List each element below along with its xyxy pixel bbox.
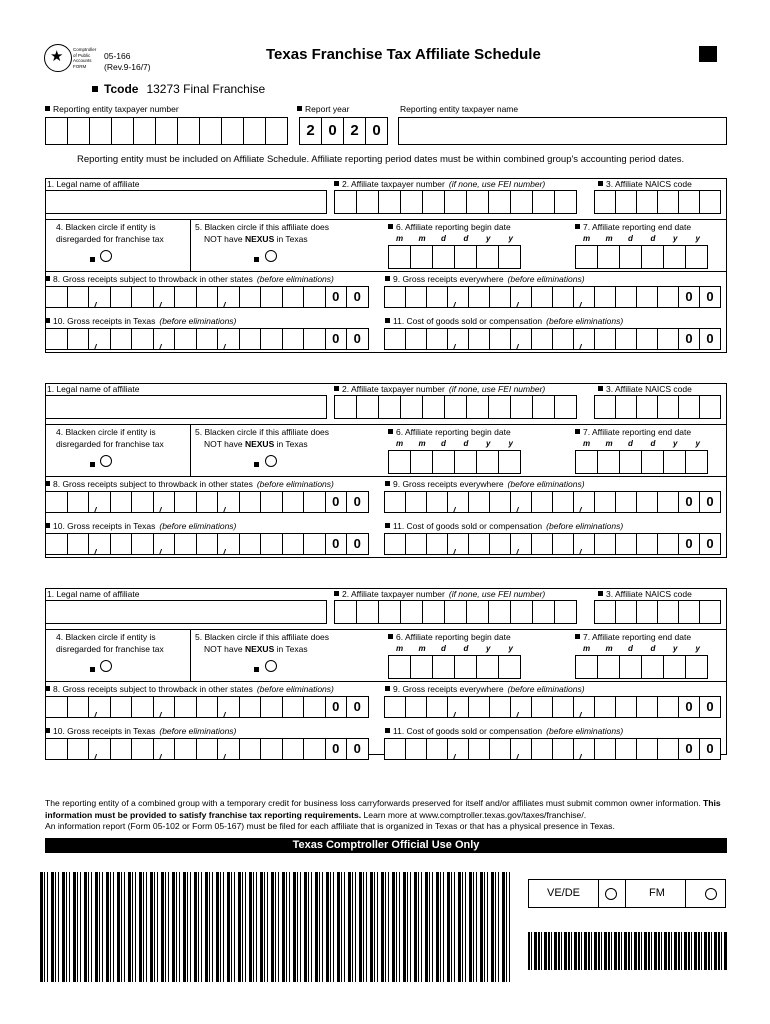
linear-barcode [528,932,728,970]
divider [45,681,727,682]
marker [90,257,95,262]
nexus-post: in Texas [274,644,308,654]
date-letter: m [583,234,591,243]
date-letter: d [441,439,446,448]
end-date-letters [583,644,718,653]
affiliate-taxpayer-number-field[interactable] [334,395,576,419]
throwback-label-text: 8. Gross receipts subject to throwback in other states [53,684,253,694]
everywhere-label [385,274,585,284]
date-letter: y [486,234,491,243]
zero-cents: 0 [699,533,721,555]
nexus-post: in Texas [274,234,308,244]
begin-date-letters [396,234,531,243]
throwback-label-note: (before eliminations) [256,274,334,284]
date-letter: m [396,439,404,448]
texas-receipts-label-text: 10. Gross receipts in Texas [53,316,156,326]
reporting-taxpayer-number-label: Reporting entity taxpayer number [45,104,179,114]
taxpayer-number-label [334,384,545,394]
zero-cents: 0 [325,286,348,308]
zero-cents: 0 [678,491,700,513]
nexus-circle[interactable] [265,250,277,262]
date-letter: d [628,234,633,243]
vede-label: VE/DE [547,887,581,899]
disregarded-label-2: disregarded for franchise tax [56,644,164,654]
begin-date-label [388,427,511,437]
fm-label: FM [649,887,665,899]
affiliate-taxpayer-number-field[interactable] [334,600,576,624]
date-letter: d [463,439,469,448]
date-letter: d [650,644,656,653]
tcode-row [92,82,265,96]
texas-receipts-field[interactable] [45,328,368,350]
nexus-label-2 [204,644,308,654]
cogs-field[interactable] [384,328,720,350]
form-title: Texas Franchise Tax Affiliate Schedule [266,46,541,63]
star-icon: ★ [50,48,64,65]
corner-marker [699,46,717,62]
footer-note-line3: An information report (Form 05-102 or Form 05-167) must be filed for each affiliate that is organized in Texas or that has a physical presence in Texas. [45,821,615,831]
begin-date-label-text: 6. Affiliate reporting begin date [396,632,511,642]
taxpayer-number-label-note: (if none, use FEI number) [448,179,546,189]
date-letter: d [628,439,633,448]
naics-label-text: 3. Affiliate NAICS code [606,179,692,189]
taxpayer-number-label-note: (if none, use FEI number) [448,589,546,599]
begin-date-field[interactable] [388,450,520,474]
naics-label [598,384,692,394]
divider [45,219,727,220]
year-digit: 2 [299,117,322,145]
form-number: 05-166 [104,51,131,61]
date-letter: y [673,439,678,448]
naics-label-text: 3. Affiliate NAICS code [606,589,692,599]
everywhere-label-text: 9. Gross receipts everywhere [393,274,504,284]
taxpayer-number-label [334,179,545,189]
disregarded-circle[interactable] [100,455,112,467]
taxpayer-number-label-text: 2. Affiliate taxpayer number [342,589,445,599]
zero-cents: 0 [325,738,348,760]
nexus-label-2 [204,439,308,449]
texas-receipts-label-text: 10. Gross receipts in Texas [53,726,156,736]
vede-fm-box [528,879,726,908]
zero-cents: 0 [678,738,700,760]
date-letter: m [605,439,613,448]
begin-date-label [388,222,511,232]
zero-cents: 0 [699,696,721,718]
cogs-label-note: (before eliminations) [546,521,624,531]
cogs-field[interactable] [384,738,720,760]
reporting-instruction: Reporting entity must be included on Affiliate Schedule. Affiliate reporting period dates must be within combined group's accounting period dates. [77,154,685,165]
reporting-taxpayer-number-field[interactable] [45,117,287,145]
end-date-label-text: 7. Affiliate reporting end date [583,222,692,232]
date-letter: d [441,234,446,243]
cogs-label [385,521,623,531]
nexus-bold: NEXUS [244,234,275,244]
everywhere-label [385,684,585,694]
taxpayer-number-label [334,589,545,599]
official-use-label: Texas Comptroller Official Use Only [292,839,480,851]
legal-name-label-text: 1. Legal name of affiliate [47,589,140,599]
legal-name-label-text: 1. Legal name of affiliate [47,384,140,394]
date-letter: m [396,234,404,243]
naics-code-field[interactable] [594,600,720,624]
throwback-label [45,274,334,284]
texas-receipts-label-note: (before eliminations) [159,521,237,531]
cogs-field[interactable] [384,533,720,555]
everywhere-label-note: (before eliminations) [507,274,585,284]
date-letter: y [695,439,700,448]
throwback-field[interactable] [45,491,368,513]
year-digit: 2 [343,117,366,145]
zero-cents: 0 [678,286,700,308]
date-letter: y [508,644,513,653]
nexus-bold: NEXUS [244,439,275,449]
texas-receipts-label [45,521,236,531]
end-date-label [575,632,691,642]
taxpayer-number-label-note: (if none, use FEI number) [448,384,546,394]
date-letter: m [418,644,426,653]
end-date-letters [583,439,718,448]
cogs-label-text: 11. Cost of goods sold or compensation [393,316,543,326]
throwback-label-text: 8. Gross receipts subject to throwback in other states [53,274,253,284]
disregarded-label-1: 4. Blacken circle if entity is [56,427,156,437]
comptroller-seal [44,44,72,72]
zero-cents: 0 [699,491,721,513]
footer-note-bold: This information must be provided to satisfy franchise tax reporting requirements. [45,798,721,820]
throwback-field[interactable] [45,696,368,718]
zero-cents: 0 [678,696,700,718]
throwback-label [45,479,334,489]
date-letter: d [628,644,633,653]
texas-receipts-field[interactable] [45,533,368,555]
legal-name-field[interactable] [45,395,327,419]
date-letter: d [650,234,656,243]
year-digit: 0 [321,117,344,145]
disregarded-label-2: disregarded for franchise tax [56,234,164,244]
zero-cents: 0 [325,491,348,513]
end-date-field[interactable] [575,245,707,269]
marker [90,462,95,467]
nexus-pre: NOT have [204,439,245,449]
texas-receipts-label-note: (before eliminations) [159,726,237,736]
zero-cents: 0 [346,533,369,555]
begin-date-letters [396,644,531,653]
nexus-label-2 [204,234,308,244]
date-letter: m [583,439,591,448]
form-revision: (Rev.9-16/7) [104,62,151,72]
date-letter: m [605,234,613,243]
zero-cents: 0 [699,286,721,308]
date-letter: y [486,644,491,653]
date-letter: y [695,234,700,243]
vede-circle[interactable] [605,888,617,900]
zero-cents: 0 [678,328,700,350]
date-letter: y [508,234,513,243]
tcode-label: Tcode [104,82,139,96]
cogs-label-text: 11. Cost of goods sold or compensation [393,726,543,736]
legal-name-label [47,589,139,599]
date-letter: d [463,234,469,243]
2d-barcode [40,872,510,982]
date-letter: y [486,439,491,448]
nexus-circle[interactable] [265,455,277,467]
date-letter: y [508,439,513,448]
nexus-post: in Texas [274,439,308,449]
zero-cents: 0 [325,328,348,350]
zero-cents: 0 [346,738,369,760]
divider [190,219,191,271]
affiliate-taxpayer-number-field[interactable] [334,190,576,214]
end-date-label [575,427,691,437]
throwback-label-text: 8. Gross receipts subject to throwback in other states [53,479,253,489]
everywhere-field[interactable] [384,491,720,513]
legal-name-label-text: 1. Legal name of affiliate [47,179,140,189]
divider [190,629,191,681]
everywhere-label-text: 9. Gross receipts everywhere [393,684,504,694]
year-digit: 0 [365,117,388,145]
zero-cents: 0 [699,738,721,760]
disregarded-label-2: disregarded for franchise tax [56,439,164,449]
disregarded-label-1: 4. Blacken circle if entity is [56,222,156,232]
divider [190,424,191,476]
date-letter: y [673,234,678,243]
marker [254,667,259,672]
end-date-field[interactable] [575,450,707,474]
throwback-label-note: (before eliminations) [256,479,334,489]
everywhere-label-note: (before eliminations) [507,684,585,694]
official-use-banner [45,838,727,853]
reporting-taxpayer-name-field[interactable] [398,117,727,145]
begin-date-field[interactable] [388,655,520,679]
zero-cents: 0 [678,533,700,555]
date-letter: m [396,644,404,653]
legal-name-field[interactable] [45,600,327,624]
zero-cents: 0 [346,491,369,513]
everywhere-field[interactable] [384,696,720,718]
footer-note-part2: Learn more at www.comptroller.texas.gov/taxes/franchise/. [361,809,587,820]
begin-date-label-text: 6. Affiliate reporting begin date [396,427,511,437]
nexus-label-1: 5. Blacken circle if this affiliate does [195,222,330,232]
cogs-label [385,726,623,736]
everywhere-label-note: (before eliminations) [507,479,585,489]
seal-text: Comptroller of Public Accounts FORM [73,47,97,69]
end-date-label [575,222,691,232]
cogs-label-note: (before eliminations) [546,316,624,326]
marker [254,257,259,262]
naics-label-text: 3. Affiliate NAICS code [606,384,692,394]
legal-name-label [47,384,139,394]
report-year-field[interactable] [299,117,387,145]
marker [254,462,259,467]
zero-cents: 0 [325,696,348,718]
date-letter: m [605,644,613,653]
taxpayer-number-label-text: 2. Affiliate taxpayer number [342,179,445,189]
texas-receipts-label [45,726,236,736]
texas-receipts-field[interactable] [45,738,368,760]
zero-cents: 0 [346,696,369,718]
legal-name-field[interactable] [45,190,327,214]
texas-receipts-label-note: (before eliminations) [159,316,237,326]
tcode-value: 13273 Final Franchise [146,82,266,96]
begin-date-letters [396,439,531,448]
everywhere-label [385,479,585,489]
reporting-taxpayer-name-label: Reporting entity taxpayer name [400,104,519,114]
nexus-pre: NOT have [204,644,245,654]
begin-date-field[interactable] [388,245,520,269]
divider [45,271,727,272]
disregarded-circle[interactable] [100,660,112,672]
date-letter: y [673,644,678,653]
date-letter: y [695,644,700,653]
end-date-letters [583,234,718,243]
zero-cents: 0 [325,533,348,555]
zero-cents: 0 [699,328,721,350]
marker [90,667,95,672]
legal-name-label [47,179,139,189]
date-letter: m [583,644,591,653]
cogs-label-text: 11. Cost of goods sold or compensation [393,521,543,531]
cogs-label [385,316,623,326]
zero-cents: 0 [346,286,369,308]
cogs-label-note: (before eliminations) [546,726,624,736]
fm-circle[interactable] [705,888,717,900]
footer-note [45,798,730,833]
divider [45,629,727,630]
nexus-label-1: 5. Blacken circle if this affiliate does [195,632,330,642]
disregarded-circle[interactable] [100,250,112,262]
zero-cents: 0 [346,328,369,350]
everywhere-label-text: 9. Gross receipts everywhere [393,479,504,489]
naics-code-field[interactable] [594,190,720,214]
throwback-field[interactable] [45,286,368,308]
date-letter: m [418,234,426,243]
date-letter: d [463,644,469,653]
divider [45,424,727,425]
date-letter: d [650,439,656,448]
throwback-label [45,684,334,694]
footer-note-part1: The reporting entity of a combined group with a temporary credit for business loss carryforwards preserved for itself and/or affiliates must submit common owner information. [45,798,704,808]
throwback-label-note: (before eliminations) [256,684,334,694]
naics-label [598,589,692,599]
texas-receipts-label [45,316,236,326]
begin-date-label-text: 6. Affiliate reporting begin date [396,222,511,232]
nexus-bold: NEXUS [244,644,275,654]
taxpayer-number-label-text: 2. Affiliate taxpayer number [342,384,445,394]
end-date-label-text: 7. Affiliate reporting end date [583,427,692,437]
everywhere-field[interactable] [384,286,720,308]
end-date-field[interactable] [575,655,707,679]
nexus-pre: NOT have [204,234,245,244]
begin-date-label [388,632,511,642]
nexus-circle[interactable] [265,660,277,672]
date-letter: m [418,439,426,448]
naics-label [598,179,692,189]
naics-code-field[interactable] [594,395,720,419]
end-date-label-text: 7. Affiliate reporting end date [583,632,692,642]
report-year-label: Report year [297,104,349,114]
date-letter: d [441,644,446,653]
texas-receipts-label-text: 10. Gross receipts in Texas [53,521,156,531]
divider [45,476,727,477]
disregarded-label-1: 4. Blacken circle if entity is [56,632,156,642]
nexus-label-1: 5. Blacken circle if this affiliate does [195,427,330,437]
